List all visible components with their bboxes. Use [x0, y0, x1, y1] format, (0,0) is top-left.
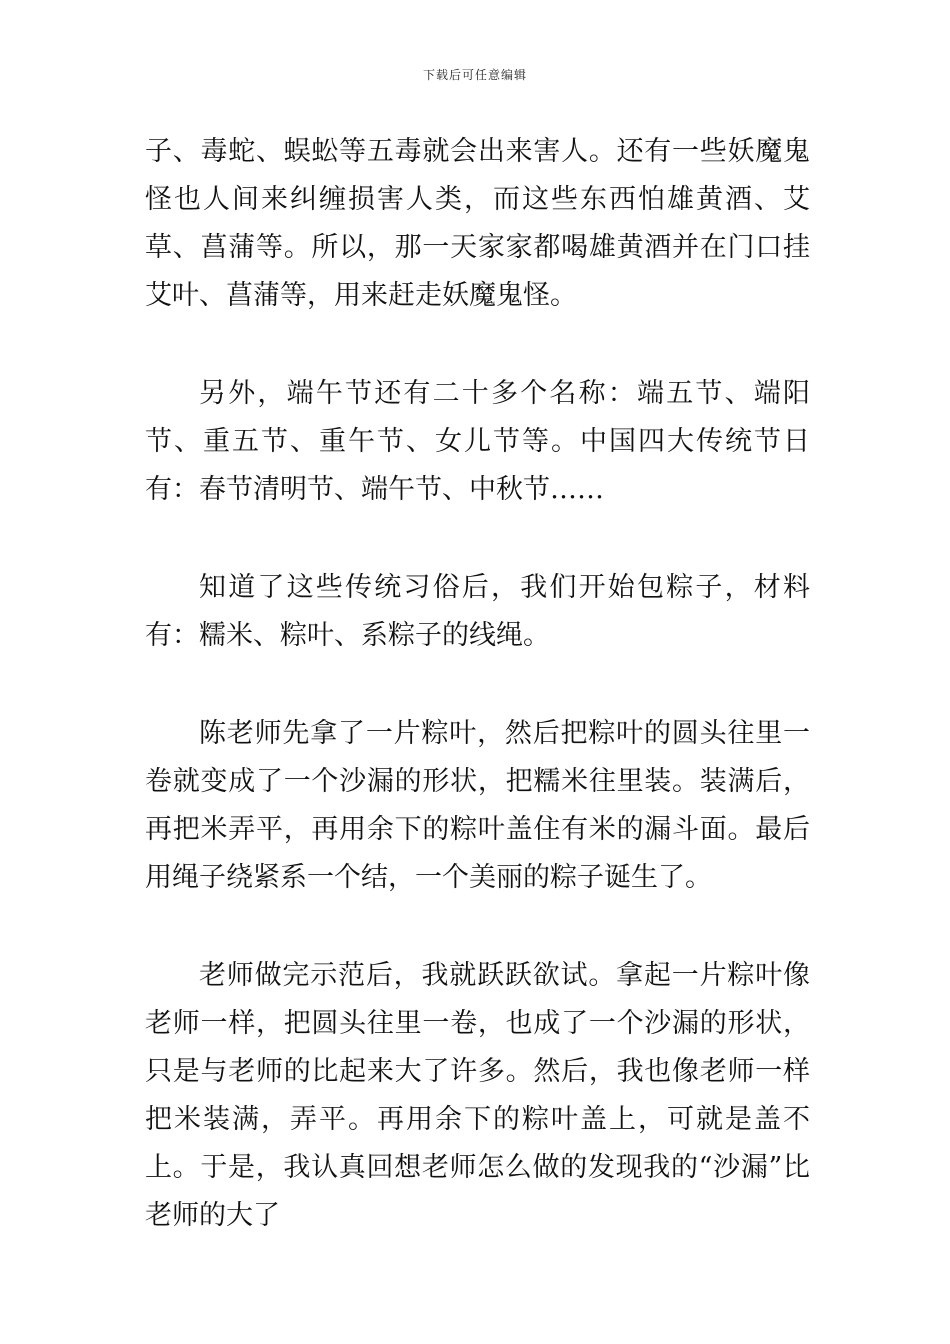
paragraph-my-attempt: 老师做完示范后，我就跃跃欲试。拿起一片粽叶像老师一样，把圆头往里一卷，也成了一个沙漏的形状，只是与老师的比起来大了许多。然后，我也像老师一样把米装满，弄平。再用余下的粽叶盖上，可就是盖不上。于是，我认真回想老师怎么做的发现我的“沙漏”比老师的大了 [145, 960, 810, 1231]
paragraph-gap [145, 514, 810, 564]
paragraph-materials: 知道了这些传统习俗后，我们开始包粽子，材料有：糯米、粽叶、系粽子的线绳。 [145, 572, 810, 651]
paragraph-festival-names: 另外，端午节还有二十多个名称：端五节、端阳节、重五节、重午节、女儿节等。中国四大传统节日有：春节清明节、端午节、中秋节…… [145, 378, 810, 505]
paragraph-continuation: 子、毒蛇、蜈蚣等五毒就会出来害人。还有一些妖魔鬼怪也人间来纠缠损害人类，而这些东西怕雄黄酒、艾草、菖蒲等。所以，那一天家家都喝雄黄酒并在门口挂艾叶、菖蒲等，用来赶走妖魔鬼怪。 [145, 136, 810, 311]
paragraph-gap [145, 320, 810, 370]
paragraph-gap [145, 660, 810, 710]
paragraph-teacher-demo: 陈老师先拿了一片粽叶，然后把粽叶的圆头往里一卷就变成了一个沙漏的形状，把糯米往里装。装满后，再把米弄平，再用余下的粽叶盖住有米的漏斗面。最后用绳子绕紧系一个结，一个美丽的粽子诞生了。 [145, 718, 810, 893]
document-body [145, 128, 810, 1240]
page-header: 下载后可任意编辑 [422, 68, 527, 82]
paragraph-gap [145, 902, 810, 952]
